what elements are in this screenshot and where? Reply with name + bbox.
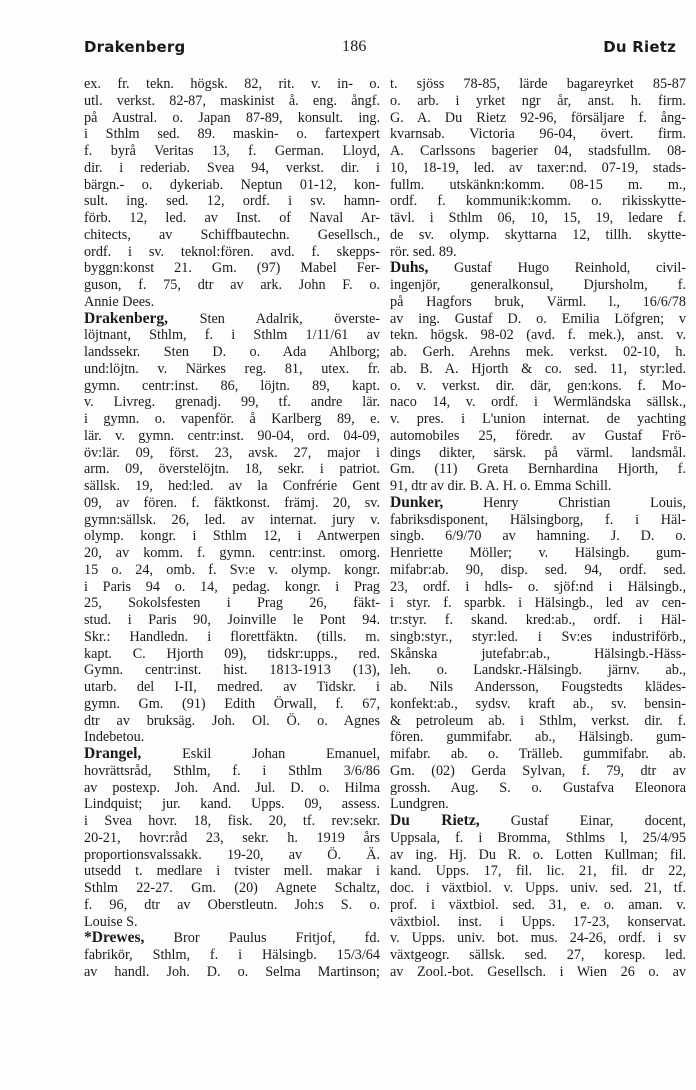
text-line: Duhs, Gustaf Hugo Reinhold, civil- <box>390 260 686 277</box>
text-line: und:löjtn. v. Närkes reg. 81, utex. fr. <box>84 360 380 377</box>
text-line: utl. verkst. 82-87, maskinist å. eng. ångf. <box>84 92 380 109</box>
text-line: förb. 12, led. av Inst. of Naval Ar- <box>84 210 380 226</box>
text-line: mifabr. ab. o. Trälleb. gummifabr. ab. <box>390 746 686 762</box>
text-line: växtgeogr. sällsk. sed. 27, koresp. led. <box>390 947 686 963</box>
text-line: f. byrå Veritas 13, f. German. Lloyd, <box>84 143 380 159</box>
text-line: t. sjöss 78-85, lärde bagareyrket 85-87 <box>390 76 686 92</box>
text-line: Skr.: Handledn. i florettfäktn. (tills. m. <box>84 628 380 645</box>
text-line: Drangel, Eskil Johan Emanuel, <box>84 746 380 762</box>
text-line: byggn:konst 21. Gm. (97) Mabel Fer- <box>84 260 380 277</box>
text-line: proportionsvalssakk. 19-20, av Ö. Ä. <box>84 846 380 863</box>
text-line: ex. fr. tekn. högsk. 82, rit. v. in- o. <box>84 76 380 92</box>
text-line: ordf. i sv. teknol:fören. avd. f. skepps- <box>84 243 380 260</box>
text-line: i styr. f. sparbk. i Hälsingb., led av cen- <box>390 595 686 612</box>
text-line: växtbiol. inst. i Upps. 17-23, konservat. <box>390 913 686 930</box>
text-line: 15 o. 24, omb. f. Sv:e v. olymp. kongr. <box>84 561 380 578</box>
text-line: i Paris 94 o. 14, pedag. kongr. i Prag <box>84 578 380 595</box>
text-line: hovrättsråd, Sthlm, f. i Sthlm 3/6/86 <box>84 762 380 779</box>
text-line: fabrikör, Sthlm, f. i Hälsingb. 15/3/64 <box>84 947 380 963</box>
text-line: av ing. Gustaf D. o. Emilia Löfgren; v <box>390 310 686 327</box>
running-head-left: Drakenberg <box>84 38 186 56</box>
text-line: kapt. C. Hjorth 09), tidskr:upps., red. <box>84 645 380 662</box>
text-line: naco 14, v. ordf. i Wermländska sällsk., <box>390 394 686 411</box>
text-line: 20, av komm. f. gymn. centr:inst. omorg. <box>84 545 380 561</box>
text-line: o. v. verkst. dir. där, gen:kons. f. Mo- <box>390 377 686 394</box>
text-line: av Zool.-bot. Gesellsch. i Wien 26 o. av <box>390 963 686 980</box>
text-line: chitects, av Schiffbautechn. Gesellsch., <box>84 226 380 243</box>
text-line: sällsk. 19, hed:led. av la Confrérie Gent <box>84 478 380 494</box>
text-line: olymp. kongr. i Sthlm 12, i Antwerpen <box>84 528 380 545</box>
text-line: mifabr:ab. 90, disp. sed. 94, ordf. sed. <box>390 561 686 578</box>
text-line: f. 96, dtr av Oberstleutn. Joh:s S. o. <box>84 896 380 913</box>
text-line: *Drewes, Bror Paulus Fritjof, fd. <box>84 930 380 947</box>
text-line: & petroleum ab. i Sthlm, verkst. dir. f. <box>390 712 686 729</box>
text-line: v. Upps. univ. bot. mus. 24-26, ordf. i sv <box>390 930 686 947</box>
text-line: av postexp. Joh. And. Jul. D. o. Hilma <box>84 779 380 796</box>
text-line: dings dikter, särsk. på värml. landsmål. <box>390 444 686 461</box>
text-line: Drakenberg, Sten Adalrik, överste- <box>84 310 380 327</box>
text-line: i gymn. o. vapenför. å Karlberg 89, e. <box>84 411 380 427</box>
text-line: 91, dtr av dir. B. A. H. o. Emma Schill. <box>390 478 612 494</box>
text-line: Louise S. <box>84 913 138 930</box>
text-line: automobiles 25, föredr. av Gustaf Frö- <box>390 427 686 444</box>
text-line: i Sthlm sed. 89. maskin- o. fartexpert <box>84 126 380 143</box>
text-line: gymn. Gm. (91) Edith Örwall, f. 67, <box>84 695 380 712</box>
text-line: prof. i växtbiol. sed. 31, e. o. aman. v. <box>390 896 686 913</box>
text-line: öv:lär. 09, först. 23, avsk. 27, major i <box>84 444 380 461</box>
text-line: fabriksdisponent, Hälsingborg, f. i Häl- <box>390 511 686 528</box>
text-line: 09, av fören. f. fäktkonst. främj. 20, sv. <box>84 494 380 511</box>
page-number: 186 <box>342 38 367 55</box>
text-line: Dunker, Henry Christian Louis, <box>390 494 686 511</box>
left-column <box>84 76 380 981</box>
text-line: 20-21, hovr:råd 23, sekr. h. 1919 års <box>84 829 380 846</box>
text-line: guson, f. 75, dtr av ark. John F. o. <box>84 277 380 293</box>
text-line: Indebetou. <box>84 729 145 746</box>
text-line: gymn. centr:inst. 86, löjtn. 89, kapt. <box>84 377 380 394</box>
text-line: singb. 6/9/70 av hamning. J. D. o. <box>390 528 686 545</box>
text-line: v. pres. i L'union internat. de yachting <box>390 411 686 427</box>
text-line: stud. i Paris 90, Joinville le Pont 94. <box>84 612 380 628</box>
text-line: Gm. (02) Gerda Sylvan, f. 79, dtr av <box>390 762 686 779</box>
text-line: Du Rietz, Gustaf Einar, docent, <box>390 813 686 829</box>
text-line: arm. 09, överstelöjtn. 18, sekr. i patriot. <box>84 461 380 478</box>
text-line: 25, Sokolsfesten i Prag 26, fäkt- <box>84 595 380 612</box>
text-line: ab. Gerh. Arehns mek. verkst. 02-10, h. <box>390 344 686 360</box>
text-line: av handl. Joh. D. o. Selma Martinson; <box>84 963 380 980</box>
text-line: bärgn.- o. dykeriab. Neptun 01-12, kon- <box>84 176 380 193</box>
text-line: 23, ordf. i hdls- o. sjöf:nd i Hälsingb., <box>390 578 686 595</box>
text-line: på Hagfors bruk, Värml. l., 16/6/78 <box>390 293 686 310</box>
text-line: tekn. högsk. 98-02 (avd. f. mek.), anst. v. <box>390 327 686 344</box>
text-line: kvarnsab. Victoria 96-04, övert. firm. <box>390 126 686 143</box>
text-line: Uppsala, f. i Bromma, Sthlms l, 25/4/95 <box>390 829 686 846</box>
text-line: rör. sed. 89. <box>390 243 457 260</box>
text-line: på Austral. o. Japan 87-89, konsult. ing. <box>84 109 380 126</box>
text-line: Sthlm 22-27. Gm. (20) Agnete Schaltz, <box>84 880 380 896</box>
text-line: singb:styr., styr:led. i Sv:es industriförb., <box>390 628 686 645</box>
text-line: doc. i växtbiol. v. Upps. univ. sed. 21, tf. <box>390 880 686 896</box>
text-line: ab. B. A. Hjorth & co. sed. 11, styr:led. <box>390 360 686 377</box>
text-line: konfekt:ab., sydsv. kraft ab., sv. bensin- <box>390 695 686 712</box>
text-line: grossh. Aug. S. o. Gustafva Eleonora <box>390 779 686 796</box>
text-line: gymn:sällsk. 26, led. av internat. jury v. <box>84 511 380 528</box>
text-line: Lindquist; jur. kand. Upps. 09, assess. <box>84 796 380 813</box>
text-line: utarb. del I-II, medred. av Tidskr. i <box>84 679 380 695</box>
text-line: leh. o. Landskr.-Hälsingb. järnv. ab., <box>390 662 686 679</box>
text-line: v. Livreg. grenadj. 99, tf. andre lär. <box>84 394 380 411</box>
text-line: fullm. utskänkn:komm. 08-15 m. m., <box>390 176 686 193</box>
text-line: ingenjör, generalkonsul, Djursholm, f. <box>390 277 686 293</box>
text-line: lär. v. gymn. centr:inst. 90-04, ord. 04-09, <box>84 427 380 444</box>
text-line: ab. Nils Andersson, Fougstedts klädes- <box>390 679 686 695</box>
text-line: Gm. (11) Greta Bernhardina Hjorth, f. <box>390 461 686 478</box>
text-line: tävl. i Sthlm 06, 10, 15, 19, ledare f. <box>390 210 686 226</box>
text-line: Lundgren. <box>390 796 449 813</box>
running-head-right: Du Rietz <box>603 38 676 56</box>
text-line: i Svea hovr. 18, fisk. 20, tf. rev:sekr. <box>84 813 380 829</box>
text-line: Skånska jutefabr:ab., Hälsingb.-Häss- <box>390 645 686 662</box>
text-line: dir. i rederiab. Svea 94, verkst. dir. i <box>84 159 380 176</box>
text-line: de sv. olymp. skyttarna 12, tillh. skytte- <box>390 226 686 243</box>
text-line: löjtnant, Sthlm, f. i Sthlm 1/11/61 av <box>84 327 380 344</box>
text-line: 10, 18-19, led. av taxer:nd. 07-19, stads- <box>390 159 686 176</box>
text-line: ordf. f. kommunik:komm. o. rikisskytte- <box>390 193 686 210</box>
right-column <box>390 76 686 981</box>
text-line: sult. ing. sed. 12, ordf. i sv. hamn- <box>84 193 380 210</box>
text-line: utsedd t. medlare i tvister mell. makar i <box>84 863 380 880</box>
text-line: av ing. Hj. Du R. o. Lotten Kullman; fil. <box>390 846 686 863</box>
text-line: A. Carlssons bagerier 04, stadsfullm. 08- <box>390 143 686 159</box>
text-line: Annie Dees. <box>84 293 155 310</box>
text-line: o. arb. i yrket ngr år, anst. h. firm. <box>390 92 686 109</box>
text-line: tr:styr. f. skand. kred:ab., ordf. i Häl- <box>390 612 686 628</box>
text-line: fören. gummifabr. ab., Hälsingb. gum- <box>390 729 686 746</box>
text-line: Gymn. centr:inst. hist. 1813-1913 (13), <box>84 662 380 679</box>
text-line: dtr av bruksäg. Joh. Ol. Ö. o. Agnes <box>84 712 380 729</box>
text-line: G. A. Du Rietz 92-96, försäljare f. ång- <box>390 109 686 126</box>
text-line: landssekr. Sten D. o. Ada Ahlborg; <box>84 344 380 360</box>
text-line: Henriette Möller; v. Hälsingb. gum- <box>390 545 686 561</box>
text-line: kand. Upps. 17, fil. lic. 21, fil. dr 22, <box>390 863 686 880</box>
